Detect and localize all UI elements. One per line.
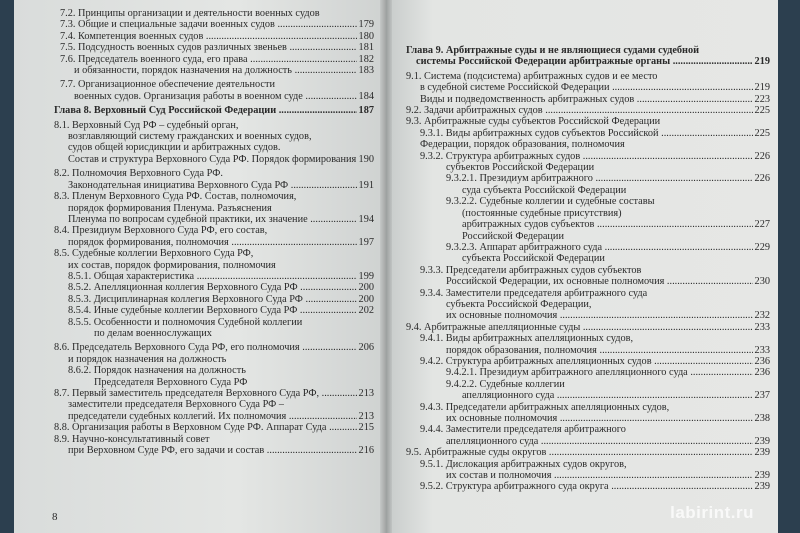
toc-entry-page: 239: [754, 435, 770, 447]
toc-entry-page: 183: [358, 65, 374, 77]
toc-entry-page: 225: [754, 127, 770, 139]
toc-entry-page: 180: [358, 30, 374, 42]
toc-entry-text: заместители председателя Верховного Суда РФ –: [68, 399, 284, 411]
toc-entry-text: их состав, порядок формирования, полномочия: [68, 259, 276, 271]
toc-entry: [54, 305, 374, 316]
toc-entry: [54, 19, 374, 30]
toc-entry-text: субъектов Российской Федерации: [446, 162, 595, 174]
toc-entry-page: 191: [358, 179, 374, 191]
toc-entry-text: 8.5.5. Особенности и полномочия Судебной коллегии: [68, 316, 303, 328]
toc-entry: [406, 139, 770, 150]
toc-entry: [406, 333, 770, 344]
toc-entry-page: 225: [754, 105, 770, 117]
left-toc-list: [54, 8, 374, 456]
toc-entry: [54, 225, 374, 236]
toc-entry-page: 238: [754, 413, 770, 424]
toc-entry-text: в судебной системе Российской Федерации .....: [420, 82, 753, 93]
toc-entry-text: 8.6.2. Порядок назначения на должность: [68, 365, 246, 377]
toc-entry: [406, 310, 770, 321]
toc-entry: [54, 354, 374, 365]
toc-entry-text: 7.2. Принципы организации и деятельности военных судов: [60, 8, 320, 19]
toc-entry-page: 194: [358, 213, 374, 225]
toc-entry: [54, 422, 374, 433]
right-page: [386, 0, 778, 533]
book-spine: [380, 0, 392, 533]
toc-entry-page: 239: [754, 481, 770, 493]
toc-entry: [406, 151, 770, 162]
toc-entry-text: Глава 9. Арбитражные суды и не являющиеся судами судебной: [406, 45, 700, 56]
toc-entry: [406, 219, 770, 230]
toc-entry-text: военных судов. Организация работы в военном суде .....: [74, 91, 357, 102]
toc-entry-page: 239: [754, 470, 770, 482]
toc-entry: [54, 154, 374, 165]
toc-entry-text: Пленума по вопросам судебной практики, их значение .....: [68, 214, 357, 225]
toc-entry-page: 233: [754, 321, 770, 333]
toc-entry-text: 8.5.1. Общая характеристика .....: [68, 271, 357, 282]
toc-entry-text: 8.3. Пленум Верховного Суда РФ. Состав, полномочия,: [54, 191, 297, 203]
toc-entry-text: Федерации, порядок образования, полномочия: [420, 139, 625, 151]
toc-entry-page: 197: [358, 236, 374, 248]
toc-entry: [54, 365, 374, 376]
toc-entry: [406, 45, 770, 56]
toc-entry: [406, 162, 770, 173]
toc-entry-text: и порядок назначения на должность: [68, 353, 227, 365]
left-page: [14, 0, 386, 533]
toc-entry-page: 199: [358, 270, 374, 282]
toc-entry: [406, 82, 770, 93]
toc-entry-text: председатели судебных коллегий. Их полномочия .....: [68, 411, 357, 422]
toc-entry: [406, 356, 770, 367]
toc-entry-text: 9.5.2. Структура арбитражного суда округа .....: [420, 481, 753, 492]
toc-entry-page: 237: [754, 390, 770, 402]
toc-entry: [406, 402, 770, 413]
toc-entry: [54, 168, 374, 179]
toc-entry: [54, 248, 374, 259]
toc-entry: [54, 120, 374, 131]
toc-entry-text: арбитражных судов субъектов .....: [462, 219, 753, 230]
toc-entry-text: 9.5. Арбитражные суды округов .....: [406, 447, 753, 458]
toc-entry: [54, 328, 374, 339]
toc-entry: [54, 399, 374, 410]
toc-entry: [54, 79, 374, 90]
toc-entry: [406, 94, 770, 105]
toc-entry-text: возглавляющий систему гражданских и военных судов,: [68, 131, 312, 143]
toc-entry: [406, 128, 770, 139]
toc-entry-text: 7.4. Компетенция военных судов .....: [60, 31, 357, 42]
toc-entry-text: 9.4.3. Председатели арбитражных апелляционных судов,: [420, 401, 670, 413]
toc-entry-text: их основные полномочия .....: [446, 310, 753, 321]
right-toc-list: [406, 45, 770, 493]
toc-entry-page: 200: [358, 282, 374, 294]
toc-entry: [406, 276, 770, 287]
toc-entry: [54, 388, 374, 399]
toc-entry-page: 236: [754, 367, 770, 379]
toc-entry: [54, 271, 374, 282]
toc-entry-text: 9.3. Арбитражные суды субъектов Российской Федерации: [406, 116, 661, 128]
toc-entry-text: 9.3.1. Виды арбитражных судов субъектов Российской .....: [420, 128, 753, 139]
toc-entry-page: 226: [754, 173, 770, 185]
toc-entry: [406, 208, 770, 219]
toc-entry-text: по делам военнослужащих: [94, 327, 212, 339]
toc-entry: [406, 447, 770, 458]
toc-entry: [406, 390, 770, 401]
toc-entry: [54, 65, 374, 76]
toc-entry: [406, 413, 770, 424]
toc-entry-text: 9.4.4. Заместители председателя арбитражного: [420, 424, 626, 436]
page-number: 8: [52, 511, 58, 523]
toc-entry: [54, 282, 374, 293]
toc-entry: [54, 42, 374, 53]
toc-entry-text: 9.3.2.2. Судебные коллегии и судебные составы: [446, 196, 655, 208]
toc-entry-text: 9.4.2.2. Судебные коллегии: [446, 378, 565, 390]
toc-entry: [54, 191, 374, 202]
toc-entry-text: апелляционного суда .....: [462, 390, 753, 401]
toc-entry-page: 232: [754, 310, 770, 322]
toc-entry-text: 9.2. Задачи арбитражных судов .....: [406, 105, 753, 116]
toc-entry: [406, 173, 770, 184]
toc-entry-text: 9.4. Арбитражные апелляционные суды .....: [406, 322, 753, 333]
toc-entry-text: 9.3.4. Заместители председателя арбитражного суда: [420, 287, 648, 299]
toc-entry-text: субъекта Российской Федерации: [462, 253, 605, 265]
toc-entry: [54, 317, 374, 328]
toc-entry-page: 227: [754, 219, 770, 231]
toc-entry-text: 9.4.1. Виды арбитражных апелляционных судов,: [420, 333, 634, 345]
toc-entry-page: 202: [358, 305, 374, 317]
toc-entry: [54, 342, 374, 353]
toc-entry-page: 200: [358, 293, 374, 305]
toc-entry-page: 223: [754, 93, 770, 105]
toc-entry: [54, 294, 374, 305]
toc-entry-page: 226: [754, 150, 770, 162]
toc-entry: [406, 185, 770, 196]
toc-entry-text: 8.6. Председатель Верховного Суда РФ, его полномочия .....: [54, 342, 357, 353]
toc-entry-text: 9.3.2.3. Аппарат арбитражного суда .....: [446, 242, 753, 253]
toc-entry: [54, 31, 374, 42]
toc-entry: [54, 411, 374, 422]
toc-entry: [54, 8, 374, 19]
toc-entry: [406, 379, 770, 390]
toc-entry-text: их состав и полномочия .....: [446, 470, 753, 481]
toc-entry: [54, 54, 374, 65]
toc-entry-page: 187: [358, 105, 374, 117]
toc-entry-text: 9.4.2.1. Президиум арбитражного апелляционного суда .....: [446, 367, 753, 378]
toc-entry-text: субъекта Российской Федерации,: [446, 298, 592, 310]
toc-entry: [406, 299, 770, 310]
toc-entry: [54, 434, 374, 445]
toc-entry: [54, 260, 374, 271]
toc-entry-page: 190: [358, 153, 374, 165]
toc-entry-page: 230: [754, 276, 770, 288]
toc-entry: [54, 131, 374, 142]
toc-entry-text: (постоянные судебные присутствия): [462, 207, 622, 219]
toc-entry-text: судов общей юрисдикции и арбитражных судов.: [68, 142, 281, 154]
toc-entry-text: 9.4.2. Структура арбитражных апелляционных судов .....: [420, 356, 753, 367]
toc-entry: [406, 367, 770, 378]
toc-entry: [406, 345, 770, 356]
toc-entry-text: 8.1. Верховный Суд РФ – судебный орган,: [54, 119, 239, 131]
toc-entry-page: 216: [358, 445, 374, 457]
toc-entry: [54, 105, 374, 116]
toc-entry: [54, 180, 374, 191]
toc-entry-page: 213: [358, 410, 374, 422]
toc-entry-text: 8.5.3. Дисциплинарная коллегия Верховного Суда РФ .....: [68, 294, 357, 305]
toc-entry-page: 219: [754, 56, 770, 68]
toc-entry: [406, 56, 770, 67]
toc-entry: [406, 481, 770, 492]
toc-entry-text: Законодательная инициатива Верховного Суда РФ .....: [68, 180, 357, 191]
toc-entry-text: апелляционного суда .....: [446, 436, 753, 447]
watermark-logo: labirint.ru: [670, 503, 754, 522]
toc-entry-text: Российской Федерации: [462, 230, 564, 242]
toc-entry-page: 213: [358, 388, 374, 399]
toc-entry: [54, 91, 374, 102]
toc-entry-text: Виды и подведомственность арбитражных судов .....: [420, 94, 753, 105]
toc-entry-text: Председателя Верховного Суда РФ: [94, 376, 248, 388]
toc-entry-page: 181: [358, 42, 374, 54]
toc-entry: [406, 288, 770, 299]
toc-entry-text: суда субъекта Российской Федерации: [462, 184, 627, 196]
toc-entry-page: 229: [754, 241, 770, 253]
toc-entry-page: 182: [358, 53, 374, 65]
toc-entry-text: 9.5.1. Дислокация арбитражных судов округов,: [420, 458, 627, 470]
toc-entry-page: 215: [358, 422, 374, 434]
toc-entry-text: 8.8. Организация работы в Верховном Суде РФ. Аппарат Суда .....: [54, 422, 357, 433]
toc-entry: [406, 116, 770, 127]
toc-entry-text: 9.3.3. Председатели арбитражных судов субъектов: [420, 264, 642, 276]
toc-entry-text: 7.3. Общие и специальные задачи военных судов .....: [60, 19, 357, 30]
toc-entry: [406, 459, 770, 470]
toc-entry: [406, 470, 770, 481]
toc-entry: [406, 436, 770, 447]
toc-entry: [406, 196, 770, 207]
toc-entry: [54, 445, 374, 456]
toc-entry-text: при Верховном Суде РФ, его задачи и состав .....: [68, 445, 357, 456]
toc-entry: [406, 322, 770, 333]
toc-entry-text: и обязанности, порядок назначения на должность .....: [74, 65, 357, 76]
toc-entry: [406, 424, 770, 435]
toc-entry-text: 8.5.2. Апелляционная коллегия Верховного Суда РФ .....: [68, 282, 357, 293]
toc-entry-text: 8.9. Научно-консультативный совет: [54, 433, 210, 445]
toc-entry-page: 219: [754, 82, 770, 94]
toc-entry-text: 7.6. Председатель военного суда, его права .....: [60, 54, 357, 65]
toc-entry: [54, 142, 374, 153]
toc-entry-text: порядок образования, полномочия .....: [446, 345, 753, 356]
toc-entry-page: 184: [358, 90, 374, 102]
toc-entry-text: системы Российской Федерации арбитражные органы .....: [416, 56, 753, 67]
toc-entry-text: Глава 8. Верховный Суд Российской Федерации .....: [54, 105, 357, 116]
toc-entry: [406, 242, 770, 253]
toc-entry: [406, 105, 770, 116]
toc-entry-text: 8.2. Полномочия Верховного Суда РФ.: [54, 168, 223, 180]
toc-entry-text: 9.1. Система (подсистема) арбитражных судов и ее место: [406, 70, 658, 82]
toc-entry-text: порядок формирования Пленума. Разъяснения: [68, 202, 272, 214]
toc-entry: [406, 265, 770, 276]
toc-entry: [406, 71, 770, 82]
toc-entry-text: 7.7. Организационное обеспечение деятельности: [60, 79, 275, 91]
toc-entry-page: 239: [754, 447, 770, 459]
toc-entry: [54, 377, 374, 388]
toc-entry: [54, 237, 374, 248]
toc-entry-text: 7.5. Подсудность военных судов различных звеньев .....: [60, 42, 357, 53]
toc-entry-text: Состав и структура Верховного Суда РФ. Порядок формирования .....: [68, 154, 357, 165]
toc-entry-text: 9.3.2.1. Президиум арбитражного .....: [446, 173, 753, 184]
toc-entry-text: Российской Федерации, их основные полномочия .....: [446, 276, 753, 287]
toc-entry-page: 233: [754, 344, 770, 356]
toc-entry: [406, 231, 770, 242]
toc-entry-text: их основные полномочия .....: [446, 413, 753, 424]
toc-entry-text: 8.5. Судебные коллегии Верховного Суда РФ,: [54, 248, 254, 260]
toc-entry: [54, 214, 374, 225]
toc-entry-page: 206: [358, 342, 374, 354]
toc-entry-text: 8.4. Президиум Верховного Суда РФ, его состав,: [54, 225, 268, 237]
toc-entry-text: порядок формирования, полномочия .....: [68, 237, 357, 248]
toc-entry: [406, 253, 770, 264]
toc-entry: [54, 203, 374, 214]
toc-entry-text: 8.7. Первый заместитель председателя Верховного Суда РФ, .....: [54, 388, 357, 399]
toc-entry-text: 8.5.4. Иные судебные коллегии Верховного Суда РФ .....: [68, 305, 357, 316]
toc-entry-page: 179: [358, 19, 374, 31]
toc-entry-page: 236: [754, 355, 770, 367]
toc-entry-text: 9.3.2. Структура арбитражных судов .....: [420, 151, 753, 162]
